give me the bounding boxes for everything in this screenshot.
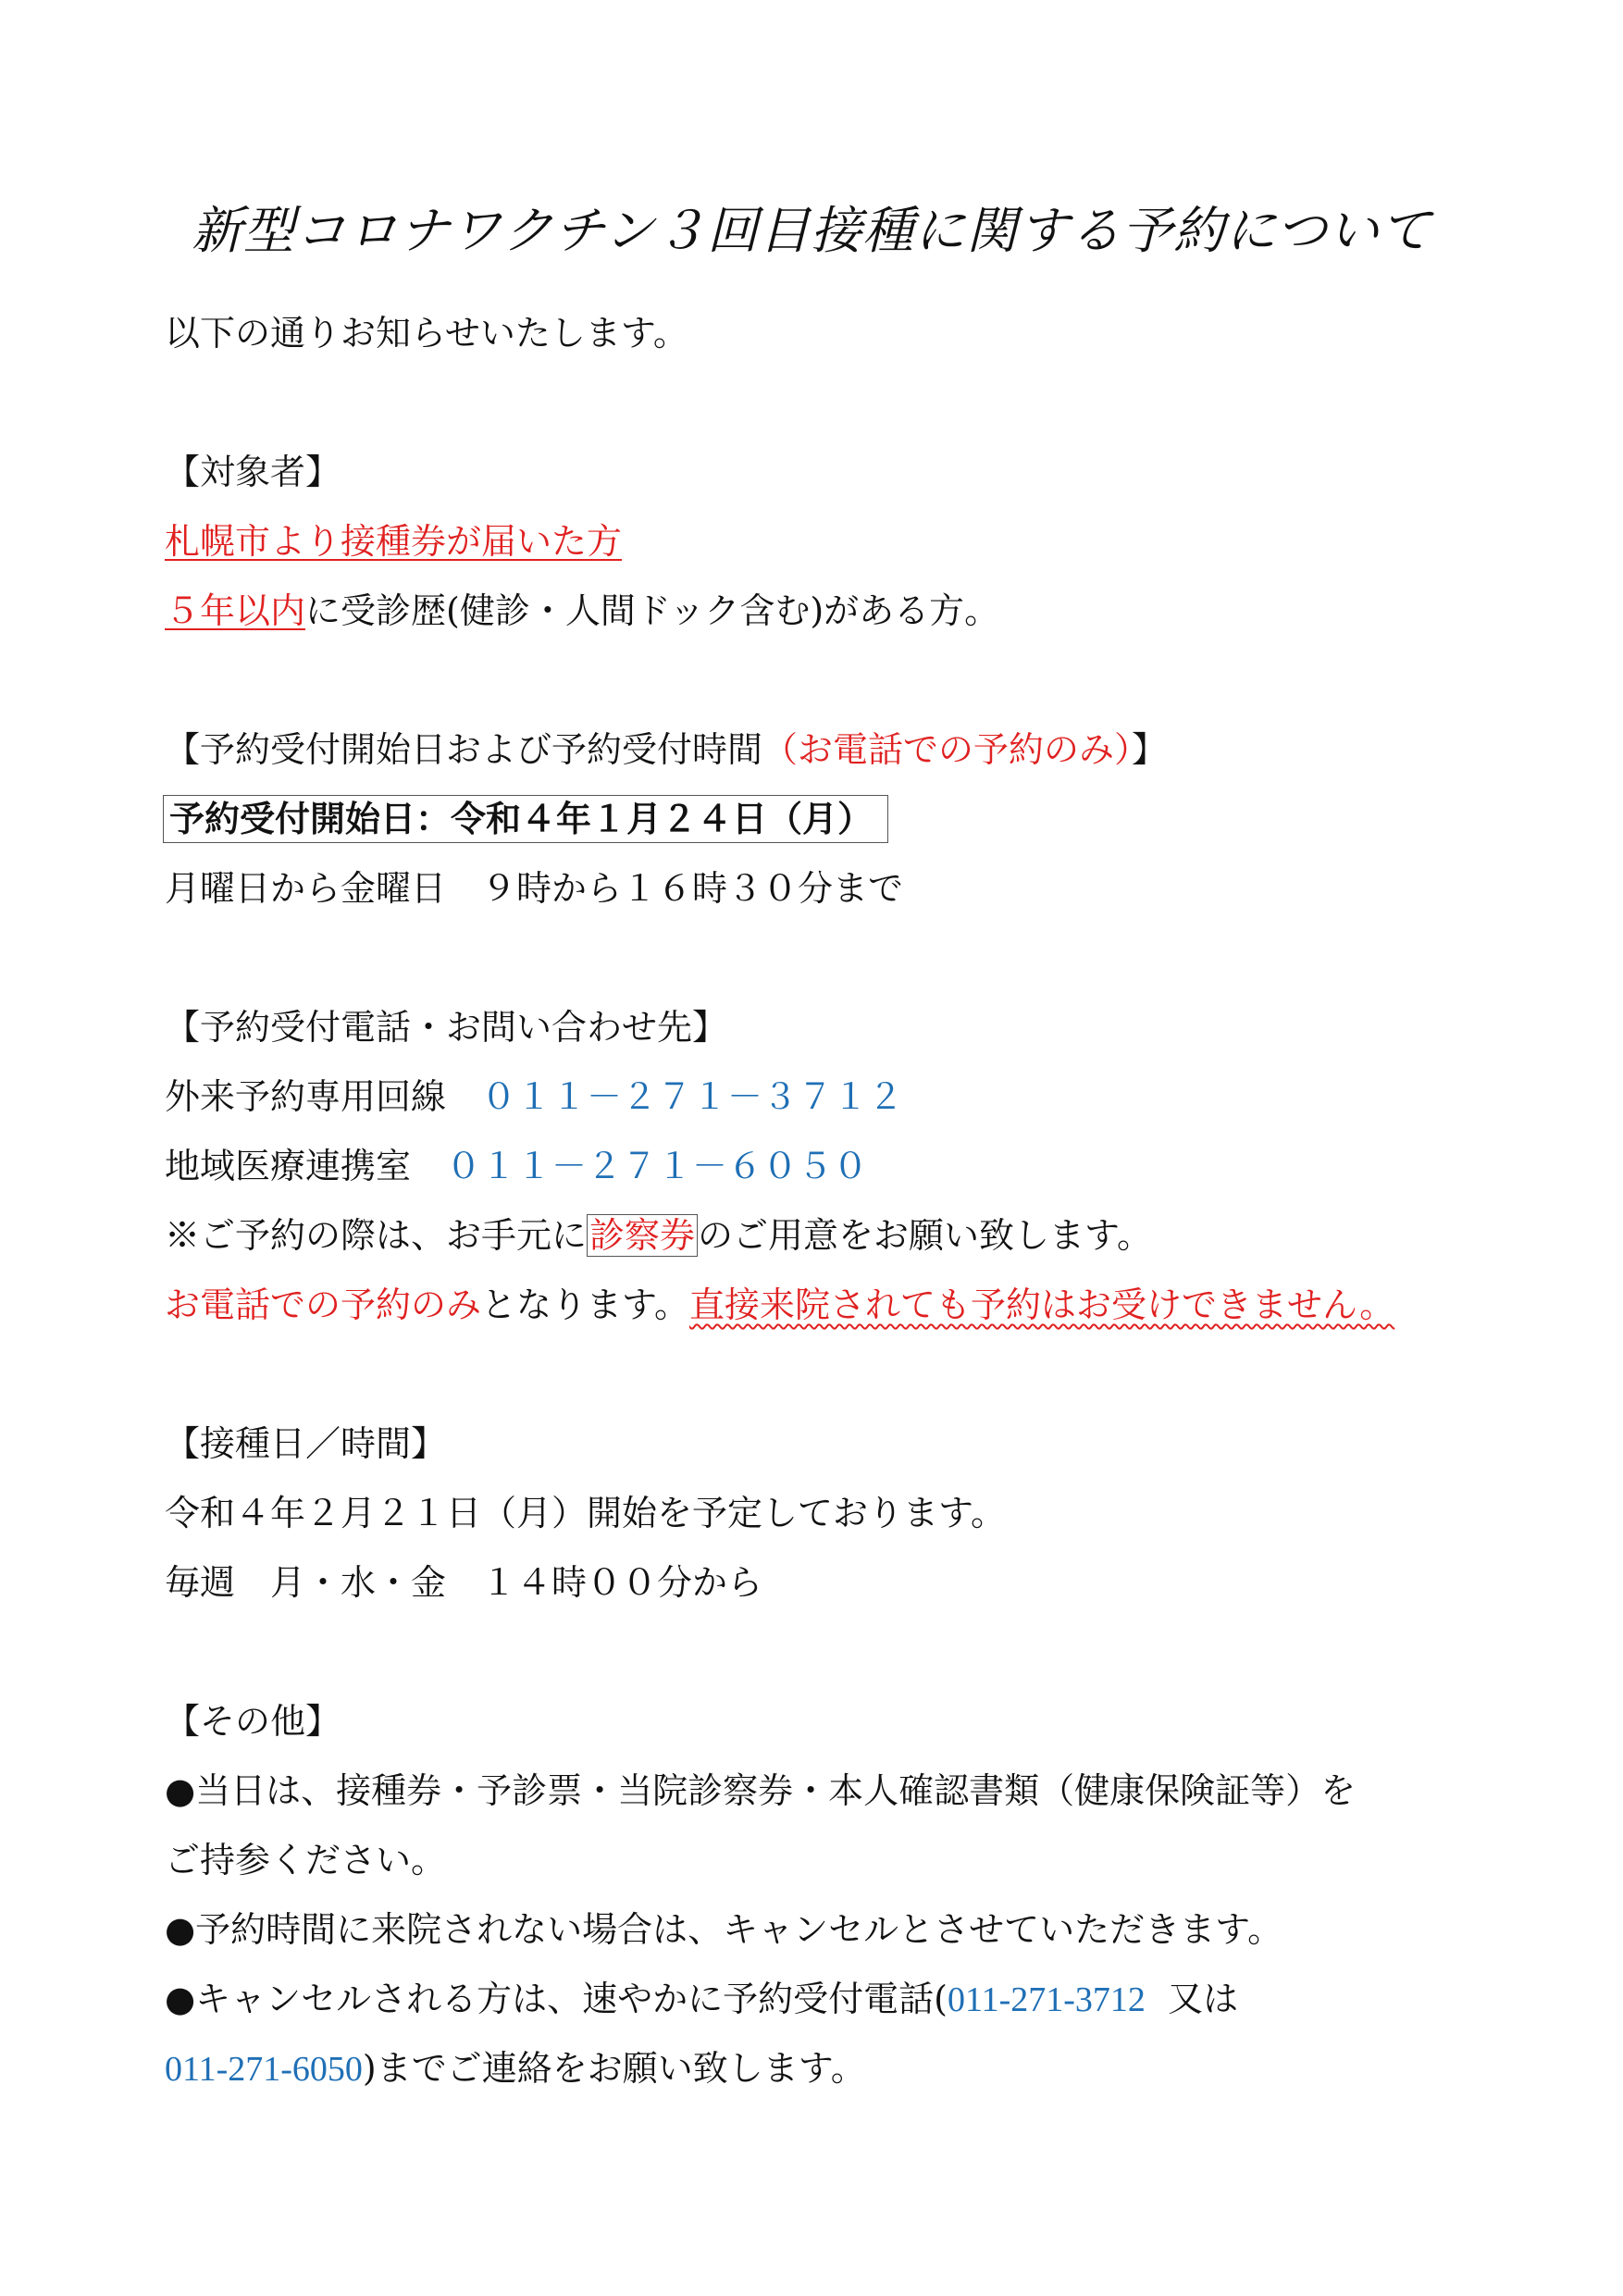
vaccination-line-1: 令和４年２月２１日（月）開始を予定しております。 xyxy=(165,1493,1006,1533)
contact-note-pre: ※ご予約の際は、お手元に xyxy=(165,1215,588,1256)
vaccination-line-2: 毎週 月・水・金 １４時００分から xyxy=(165,1562,763,1603)
contact-line-1-label: 外来予約専用回線 xyxy=(165,1076,482,1117)
contact-line-2-label: 地域医療連携室 xyxy=(165,1146,447,1186)
other-item-3-line-1 xyxy=(165,1976,1238,2023)
contact-note-boxed: 診察券 xyxy=(587,1214,698,1257)
page-title: 新型コロナワクチン３回目接種に関する予約について xyxy=(191,201,1432,260)
other-item-3-line-2 xyxy=(165,2045,866,2092)
other-heading: 【その他】 xyxy=(165,1701,341,1742)
regional-office-phone-number[interactable]: ０１１－２７１－６０５０ xyxy=(446,1146,869,1186)
contact-line-1 xyxy=(165,1074,903,1120)
other-item-2: ●予約時間に来院されない場合は、キャンセルとさせていただきます。 xyxy=(165,1909,1283,1950)
reservation-hours: 月曜日から金曜日 ９時から１６時３０分まで xyxy=(165,868,904,909)
contact-line-2 xyxy=(165,1143,868,1189)
target-line-2-highlight: ５年以内 xyxy=(165,590,306,631)
target-heading: 【対象者】 xyxy=(165,452,341,492)
cancel-phone-number-1[interactable]: 011-271-3712 xyxy=(948,1980,1146,2019)
reservation-heading-red: （お電話での予約のみ） xyxy=(762,729,1133,770)
phone-only-red: お電話での予約のみ xyxy=(165,1285,482,1325)
phone-only-notice xyxy=(165,1282,1394,1328)
other-item-1-line-1: ●当日は、接種券・予診票・当院診察券・本人確認書類（健康保険証等）を xyxy=(165,1770,1357,1811)
target-line-2 xyxy=(165,588,999,634)
contact-note xyxy=(165,1212,1152,1259)
reservation-heading xyxy=(165,726,1167,773)
other-item-3-mid: 又は xyxy=(1145,1979,1239,2019)
outpatient-phone-number[interactable]: ０１１－２７１－３７１２ xyxy=(481,1076,904,1117)
reservation-heading-pre: 【予約受付開始日および予約受付時間 xyxy=(165,729,763,770)
other-item-1-line-2: ご持参ください。 xyxy=(165,1840,447,1880)
phone-only-black: となります。 xyxy=(481,1285,689,1325)
other-item-3-post: )までご連絡をお願い致します。 xyxy=(362,2048,866,2089)
no-walkin-notice: 直接来院されても予約はお受けできません。 xyxy=(688,1285,1395,1325)
reservation-start-date: 予約受付開始日：令和４年１月２４日（月） xyxy=(163,795,888,843)
contact-heading: 【予約受付電話・お問い合わせ先】 xyxy=(165,1007,728,1048)
other-item-3-pre: ●キャンセルされる方は、速やかに予約受付電話( xyxy=(165,1979,948,2019)
target-line-2-rest: に受診歴(健診・人間ドック含む)がある方。 xyxy=(305,590,1000,631)
cancel-phone-number-2[interactable]: 011-271-6050 xyxy=(165,2050,363,2089)
target-line-1: 札幌市より接種券が届いた方 xyxy=(165,521,623,562)
vaccination-heading: 【接種日／時間】 xyxy=(165,1423,447,1464)
contact-note-post: のご用意をお願い致します。 xyxy=(698,1215,1152,1256)
intro-text: 以下の通りお知らせいたします。 xyxy=(165,313,688,354)
reservation-heading-post: 】 xyxy=(1132,729,1168,770)
